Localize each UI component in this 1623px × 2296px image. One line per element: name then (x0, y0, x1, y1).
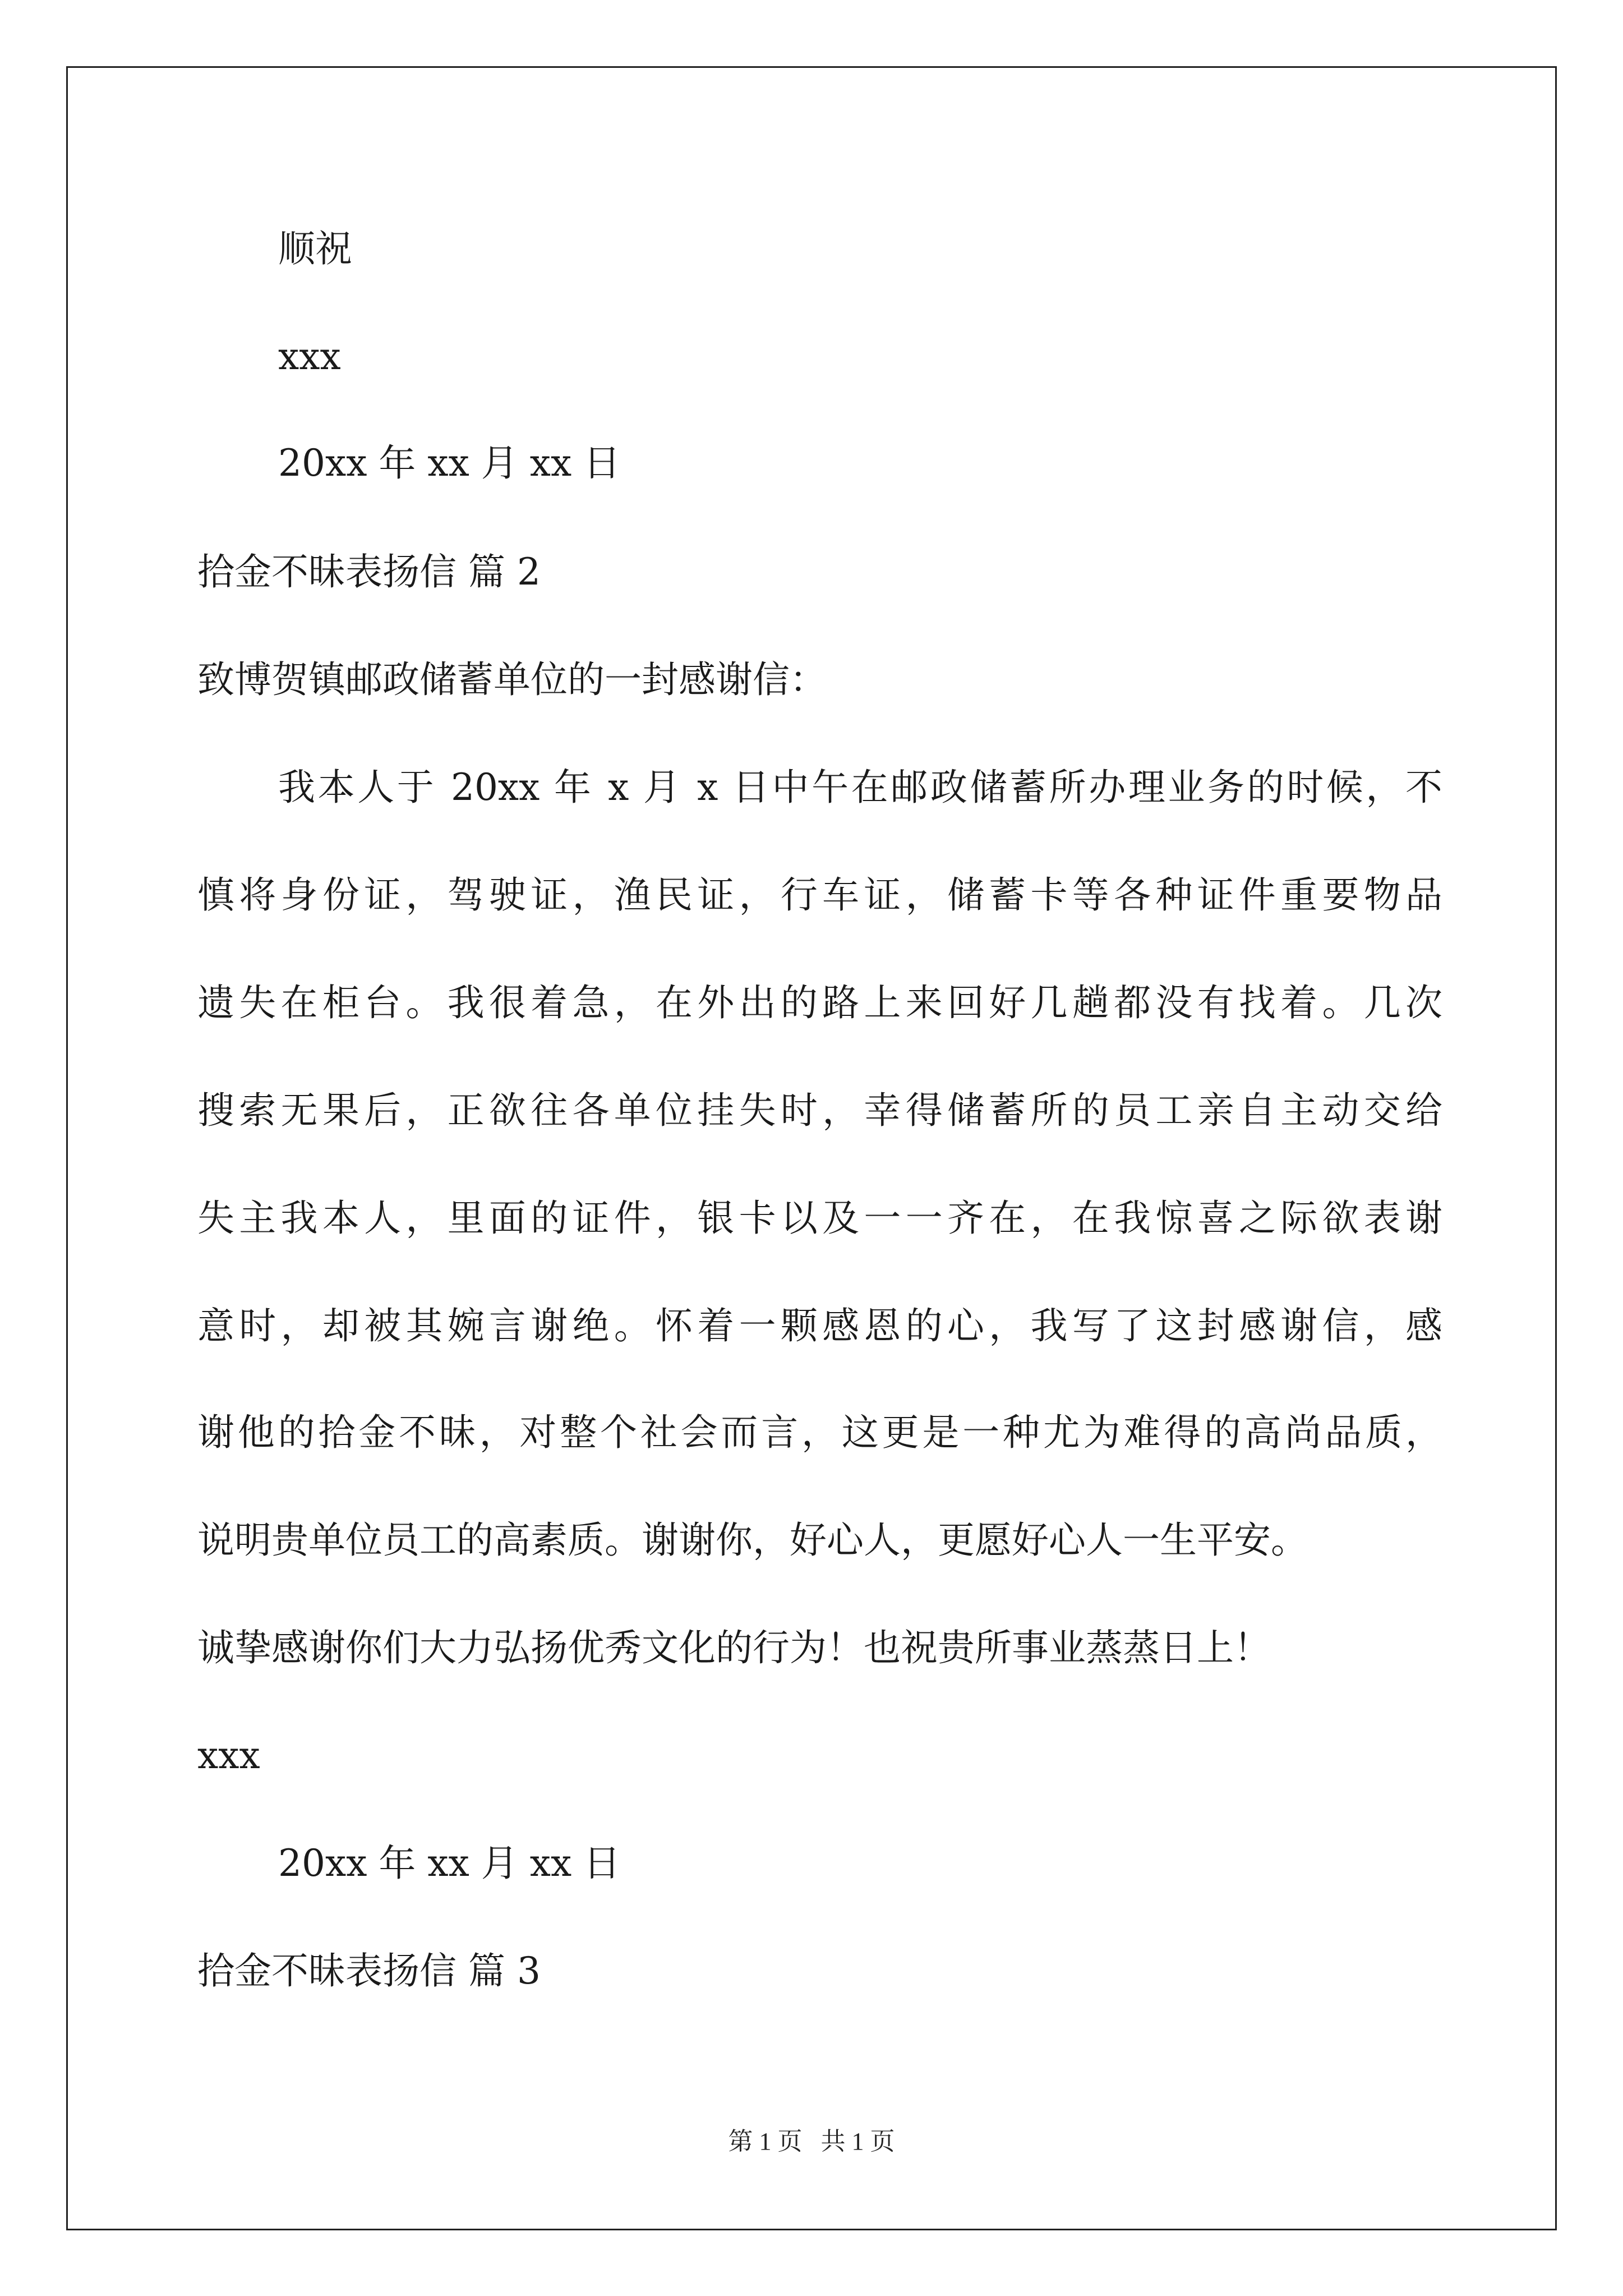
section-2-heading: 拾金不昧表扬信 篇 2 (197, 550, 541, 593)
body-line-6: 意时，却被其婉言谢绝。怀着一颗感恩的心，我写了这封感谢信，感 (197, 1304, 1442, 1347)
section-2-signature: xxx (197, 1734, 260, 1777)
section-3-heading: 拾金不昧表扬信 篇 3 (197, 1949, 541, 1993)
body-line-3: 遗失在柜台。我很着急，在外出的路上来回好几趟都没有找着。几次 (197, 981, 1442, 1024)
body-line-2: 慎将身份证，驾驶证，渔民证，行车证，储蓄卡等各种证件重要物品 (197, 873, 1442, 917)
closing-date: 20xx 年 xx 月 xx 日 (278, 441, 621, 485)
closing-salutation: 顺祝 (278, 227, 352, 270)
body-line-5: 失主我本人，里面的证件，银卡以及一一齐在，在我惊喜之际欲表谢 (197, 1197, 1442, 1240)
section-2-addressee: 致博贺镇邮政储蓄单位的一封感谢信： (197, 658, 827, 701)
body-line-9: 诚挚感谢你们大力弘扬优秀文化的行为！也祝贵所事业蒸蒸日上！ (197, 1626, 1271, 1669)
body-line-1: 我本人于 20xx 年 x 月 x 日中午在邮政储蓄所办理业务的时候，不 (278, 766, 1442, 809)
body-line-7: 谢他的拾金不昧，对整个社会而言，这更是一种尤为难得的高尚品质， (197, 1411, 1442, 1454)
page-border (66, 66, 1557, 2230)
closing-signature: xxx (278, 335, 341, 378)
section-2-date: 20xx 年 xx 月 xx 日 (278, 1842, 621, 1885)
body-line-8: 说明贵单位员工的高素质。谢谢你，好心人，更愿好心人一生平安。 (197, 1519, 1308, 1562)
body-line-4: 搜索无果后，正欲往各单位挂失时，幸得储蓄所的员工亲自主动交给 (197, 1089, 1442, 1132)
page-footer: 第 1 页 共 1 页 (728, 2128, 895, 2155)
